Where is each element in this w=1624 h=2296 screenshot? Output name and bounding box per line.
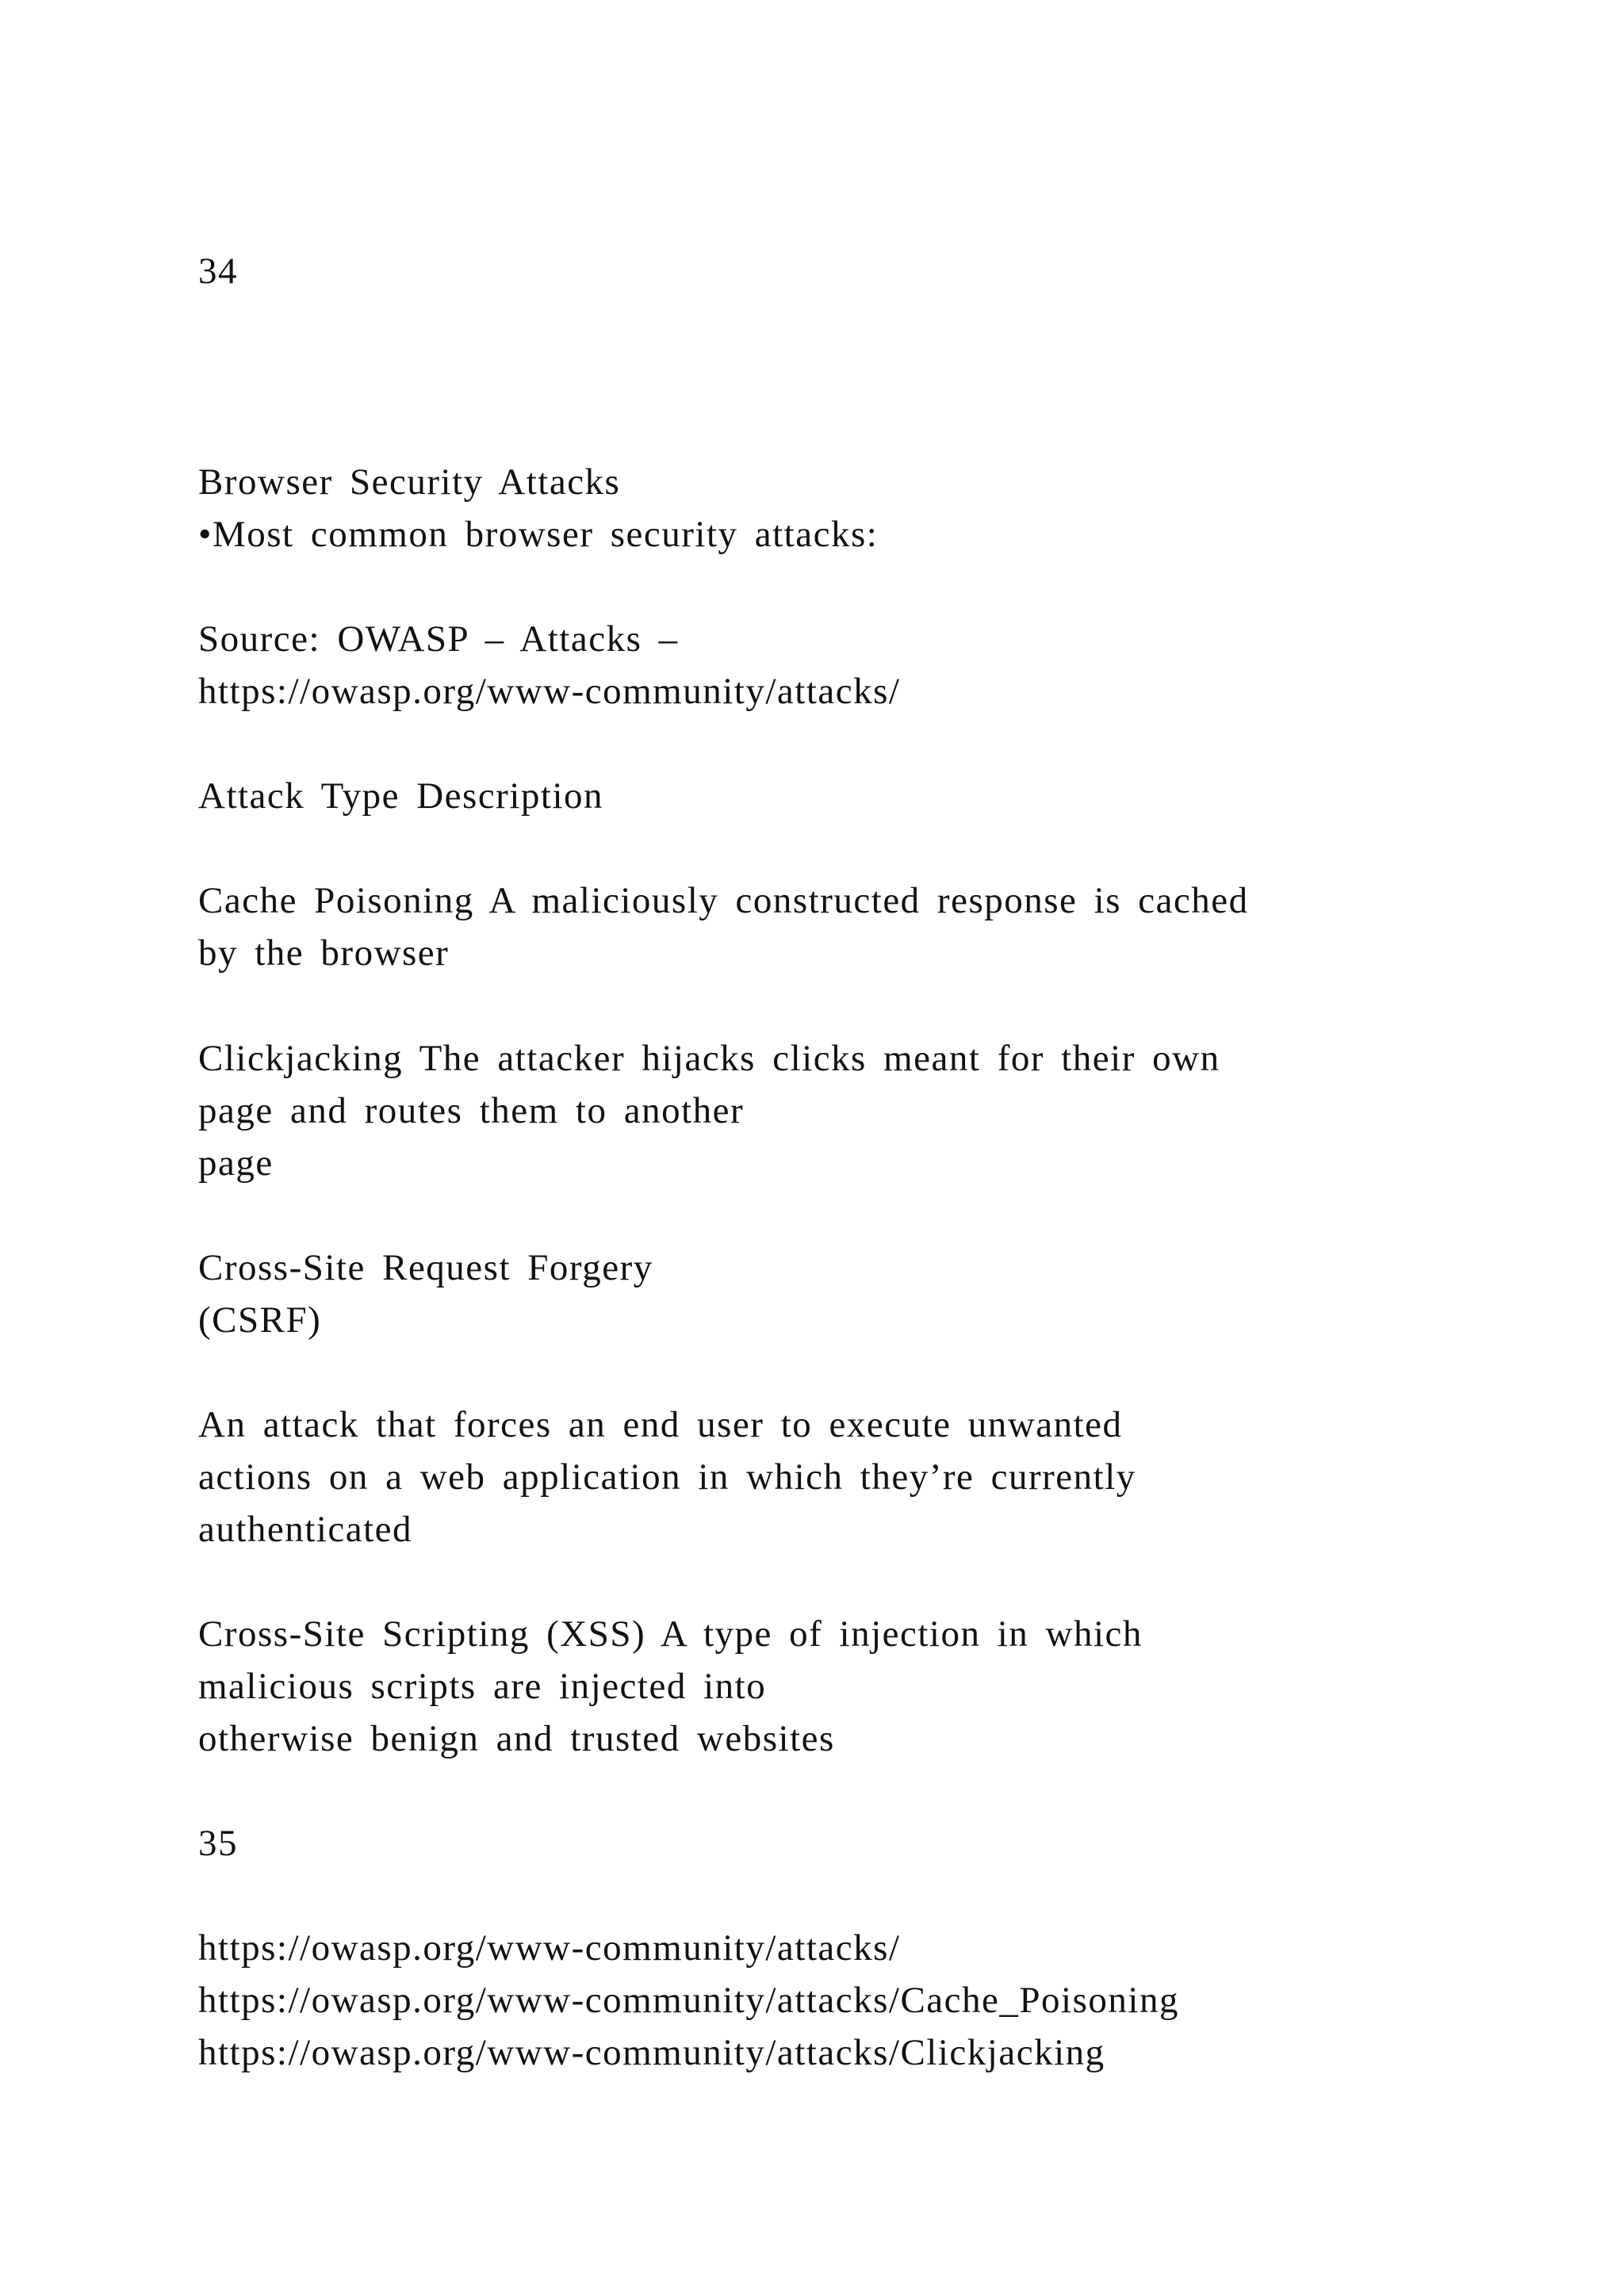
reference-link-clickjacking[interactable]: https://owasp.org/www-community/attacks/Clickjacking [198,2032,1105,2073]
row-xss-line-3: otherwise benign and trusted websites [198,1718,835,1759]
page-number-top: 34 [198,251,238,292]
source-line: Source: OWASP – Attacks – [198,618,679,660]
row-clickjacking-line-3: page [198,1142,274,1184]
row-cache-poisoning-line-1: Cache Poisoning A maliciously constructed response is cached [198,880,1249,921]
row-xss-line-1: Cross-Site Scripting (XSS) A type of injection in which [198,1613,1143,1655]
row-csrf-description-line-3: authenticated [198,1509,413,1550]
reference-link-attacks[interactable]: https://owasp.org/www-community/attacks/ [198,1927,901,1969]
reference-link-cache-poisoning[interactable]: https://owasp.org/www-community/attacks/Cache_Poisoning [198,1980,1179,2021]
row-clickjacking-line-2: page and routes them to another [198,1090,745,1131]
page-number-bottom: 35 [198,1823,238,1864]
row-csrf-title-line-1: Cross-Site Request Forgery [198,1247,653,1288]
row-csrf-title-line-2: (CSRF) [198,1299,322,1341]
section-heading: Browser Security Attacks [198,461,621,503]
row-csrf-description-line-2: actions on a web application in which they’re currently [198,1456,1136,1498]
bullet-item: •Most common browser security attacks: [198,514,879,555]
row-cache-poisoning-line-2: by the browser [198,932,450,974]
source-url: https://owasp.org/www-community/attacks/ [198,671,901,712]
row-clickjacking-line-1: Clickjacking The attacker hijacks clicks meant for their own [198,1038,1220,1079]
row-csrf-description-line-1: An attack that forces an end user to execute unwanted [198,1404,1123,1445]
row-xss-line-2: malicious scripts are injected into [198,1666,767,1707]
table-header: Attack Type Description [198,775,603,817]
